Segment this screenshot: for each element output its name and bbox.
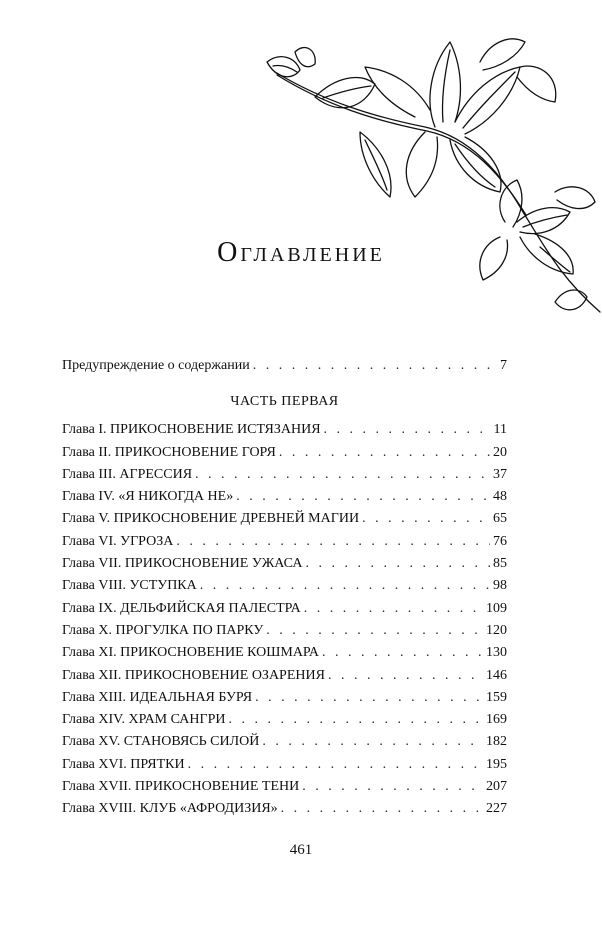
table-of-contents (62, 355, 507, 821)
toc-page-number: 169 (486, 712, 507, 728)
page-number: 461 (289, 842, 313, 858)
toc-page-number: 159 (486, 689, 507, 705)
toc-chapter-row[interactable] (62, 776, 507, 798)
toc-leader-dots (322, 642, 483, 664)
toc-entry-label: Глава VIII. УСТУПКА (62, 578, 197, 594)
toc-entry-label: Предупреждение о содержании (62, 358, 250, 373)
toc-chapter-row[interactable] (62, 575, 507, 597)
toc-entry-label: Глава XI. ПРИКОСНОВЕНИЕ КОШМАРА (62, 645, 320, 661)
toc-chapter-row[interactable] (62, 531, 507, 553)
toc-leader-dots (253, 355, 497, 377)
toc-page-number: 109 (486, 600, 507, 616)
toc-leader-dots (195, 464, 490, 486)
toc-leader-dots (304, 598, 483, 620)
toc-leader-dots (176, 531, 490, 553)
toc-chapter-row[interactable] (62, 442, 507, 464)
toc-page-number: 48 (493, 489, 507, 505)
toc-chapter-row[interactable] (62, 508, 507, 530)
toc-chapter-row[interactable] (62, 598, 507, 620)
toc-page-number: 85 (493, 556, 507, 572)
chapter-list (62, 419, 507, 820)
toc-entry-label: Глава X. ПРОГУЛКА ПО ПАРКУ (62, 622, 264, 638)
toc-page-number: 130 (486, 645, 507, 661)
toc-leader-dots (236, 486, 490, 508)
toc-leader-dots (188, 754, 483, 776)
toc-page-number: 37 (493, 466, 507, 482)
toc-entry-label: Глава XV. СТАНОВЯСЬ СИЛОЙ (62, 734, 260, 750)
toc-chapter-row[interactable] (62, 687, 507, 709)
toc-page-number: 207 (486, 779, 507, 795)
toc-entry-label: Глава II. ПРИКОСНОВЕНИЕ ГОРЯ (62, 444, 276, 460)
toc-leader-dots (266, 620, 483, 642)
toc-chapter-row[interactable] (62, 731, 507, 753)
toc-chapter-row[interactable] (62, 642, 507, 664)
toc-page-number: 76 (493, 533, 507, 549)
toc-entry-label: Глава III. АГРЕССИЯ (62, 466, 193, 482)
toc-page-number: 182 (486, 734, 507, 750)
toc-page-number: 11 (493, 422, 507, 438)
toc-leader-dots (228, 709, 483, 731)
toc-page-number: 146 (486, 667, 507, 683)
toc-preface-row[interactable] (62, 355, 507, 377)
toc-chapter-row[interactable] (62, 419, 507, 441)
toc-entry-label: Глава XVI. ПРЯТКИ (62, 756, 185, 772)
toc-chapter-row[interactable] (62, 798, 507, 820)
toc-entry-label: Глава XII. ПРИКОСНОВЕНИЕ ОЗАРЕНИЯ (62, 667, 325, 683)
toc-entry-label: Глава XIV. ХРАМ САНГРИ (62, 712, 226, 728)
toc-entry-label: Глава I. ПРИКОСНОВЕНИЕ ИСТЯЗАНИЯ (62, 422, 321, 438)
toc-page-number: 7 (500, 358, 507, 373)
page-title: Оглавление (217, 236, 385, 268)
toc-entry-label: Глава V. ПРИКОСНОВЕНИЕ ДРЕВНЕЙ МАГИИ (62, 511, 360, 527)
toc-chapter-row[interactable] (62, 553, 507, 575)
toc-leader-dots (305, 553, 490, 575)
toc-chapter-row[interactable] (62, 486, 507, 508)
toc-entry-label: Глава IV. «Я НИКОГДА НЕ» (62, 489, 234, 505)
toc-chapter-row[interactable] (62, 620, 507, 642)
toc-leader-dots (328, 665, 483, 687)
toc-page-number: 120 (486, 622, 507, 638)
toc-leader-dots (362, 508, 490, 530)
part-heading: ЧАСТЬ ПЕРВАЯ (230, 394, 339, 410)
toc-entry-label: Глава XVII. ПРИКОСНОВЕНИЕ ТЕНИ (62, 779, 300, 795)
toc-leader-dots (262, 731, 483, 753)
toc-leader-dots (302, 776, 483, 798)
toc-leader-dots (279, 442, 490, 464)
toc-leader-dots (255, 687, 483, 709)
toc-leader-dots (200, 575, 490, 597)
toc-page-number: 98 (493, 578, 507, 594)
toc-chapter-row[interactable] (62, 709, 507, 731)
toc-page-number: 227 (486, 801, 507, 817)
toc-page-number: 65 (493, 511, 507, 527)
toc-chapter-row[interactable] (62, 464, 507, 486)
toc-entry-label: Глава XIII. ИДЕАЛЬНАЯ БУРЯ (62, 689, 253, 705)
toc-page-number: 20 (493, 444, 507, 460)
toc-leader-dots (324, 419, 491, 441)
toc-entry-label: Глава VII. ПРИКОСНОВЕНИЕ УЖАСА (62, 556, 303, 572)
toc-entry-label: Глава XVIII. КЛУБ «АФРОДИЗИЯ» (62, 801, 278, 817)
toc-leader-dots (281, 798, 483, 820)
toc-chapter-row[interactable] (62, 754, 507, 776)
toc-entry-label: Глава IX. ДЕЛЬФИЙСКАЯ ПАЛЕСТРА (62, 600, 301, 616)
iris-flower-illustration (255, 22, 602, 334)
toc-entry-label: Глава VI. УГРОЗА (62, 533, 174, 549)
toc-chapter-row[interactable] (62, 665, 507, 687)
toc-page-number: 195 (486, 756, 507, 772)
